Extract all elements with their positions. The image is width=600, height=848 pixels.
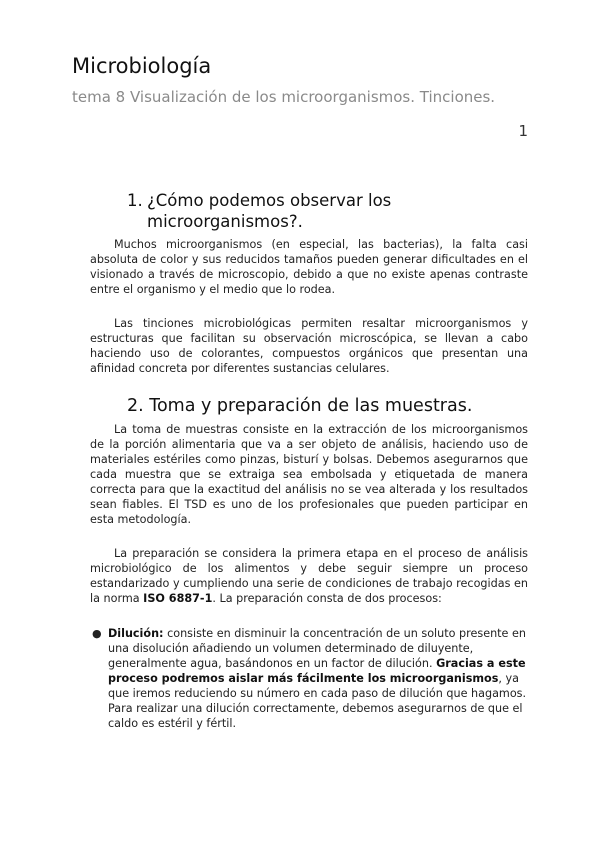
bullet-bold-text: Gracias a este proceso podremos aislar más fácilmente los microorganismos bbox=[108, 657, 526, 685]
section-1-number: 1. bbox=[127, 191, 143, 210]
section-1-paragraph-2: Las tinciones microbiológicas permiten resaltar microorganismos y estructuras que facilitan su observación microscópica, se llevan a cabo haciendo uso de colorantes, compuestos orgánicos que presentan una afinidad concreta por diferentes sustancias celulares. bbox=[90, 317, 528, 375]
bullet-label: Dilución: bbox=[108, 627, 164, 640]
page-number: 1 bbox=[518, 122, 528, 140]
section-2-heading: 2. Toma y preparación de las muestras. bbox=[127, 396, 473, 416]
section-1-paragraph-1: Muchos microorganismos (en especial, las bacterias), la falta casi absoluta de color y sus reducidos tamaños pueden generar dificultades en el visionado a través de microscopio, debido a que no existe apenas contraste entre el organismo y el medio que lo rodea. bbox=[90, 238, 528, 296]
section-2-paragraph-2: La preparación se considera la primera etapa en el proceso de análisis microbiológico de los alimentos y debe seguir siempre un proceso estandarizado y cumpliendo una serie de condiciones de trabajo recogidas en la norma ISO 6887-1. La preparación consta de dos procesos: bbox=[90, 547, 528, 605]
section-1-heading bbox=[127, 190, 417, 232]
section-1-title: ¿Cómo podemos observar los microorganismos?. bbox=[147, 191, 392, 231]
iso-norm-reference: ISO 6887-1 bbox=[143, 592, 213, 605]
document-subtitle: tema 8 Visualización de los microorganismos. Tinciones. bbox=[72, 88, 496, 106]
list-item-dilucion: ● Dilución: consiste en disminuir la concentración de un soluto presente en una disolución añadiendo un volumen determinado de diluyente, generalmente agua, basándonos en un factor de dilución. Gracias a este proceso podremos aislar más fácilmente los microorganismos, ya que iremos reduciendo su número en cada paso de dilución que hagamos. Para realizar una dilución correctamente, debemos asegurarnos de que el caldo es estéril y fértil. bbox=[92, 627, 527, 730]
document-title: Microbiología bbox=[72, 54, 212, 78]
bullet-icon: ● bbox=[92, 627, 102, 640]
section-2-paragraph-1: La toma de muestras consiste en la extracción de los microorganismos de la porción alimentaria que va a ser objeto de análisis, haciendo uso de materiales estériles como pinzas, bisturí y bolsas. Debemos asegurarnos que cada muestra que se extraiga sea embolsada y etiquetada de manera correcta para que la exactitud del análisis no se vea alterada y los resultados sean fiables. El TSD es uno de los profesionales que pueden participar en esta metodología. bbox=[90, 423, 528, 526]
